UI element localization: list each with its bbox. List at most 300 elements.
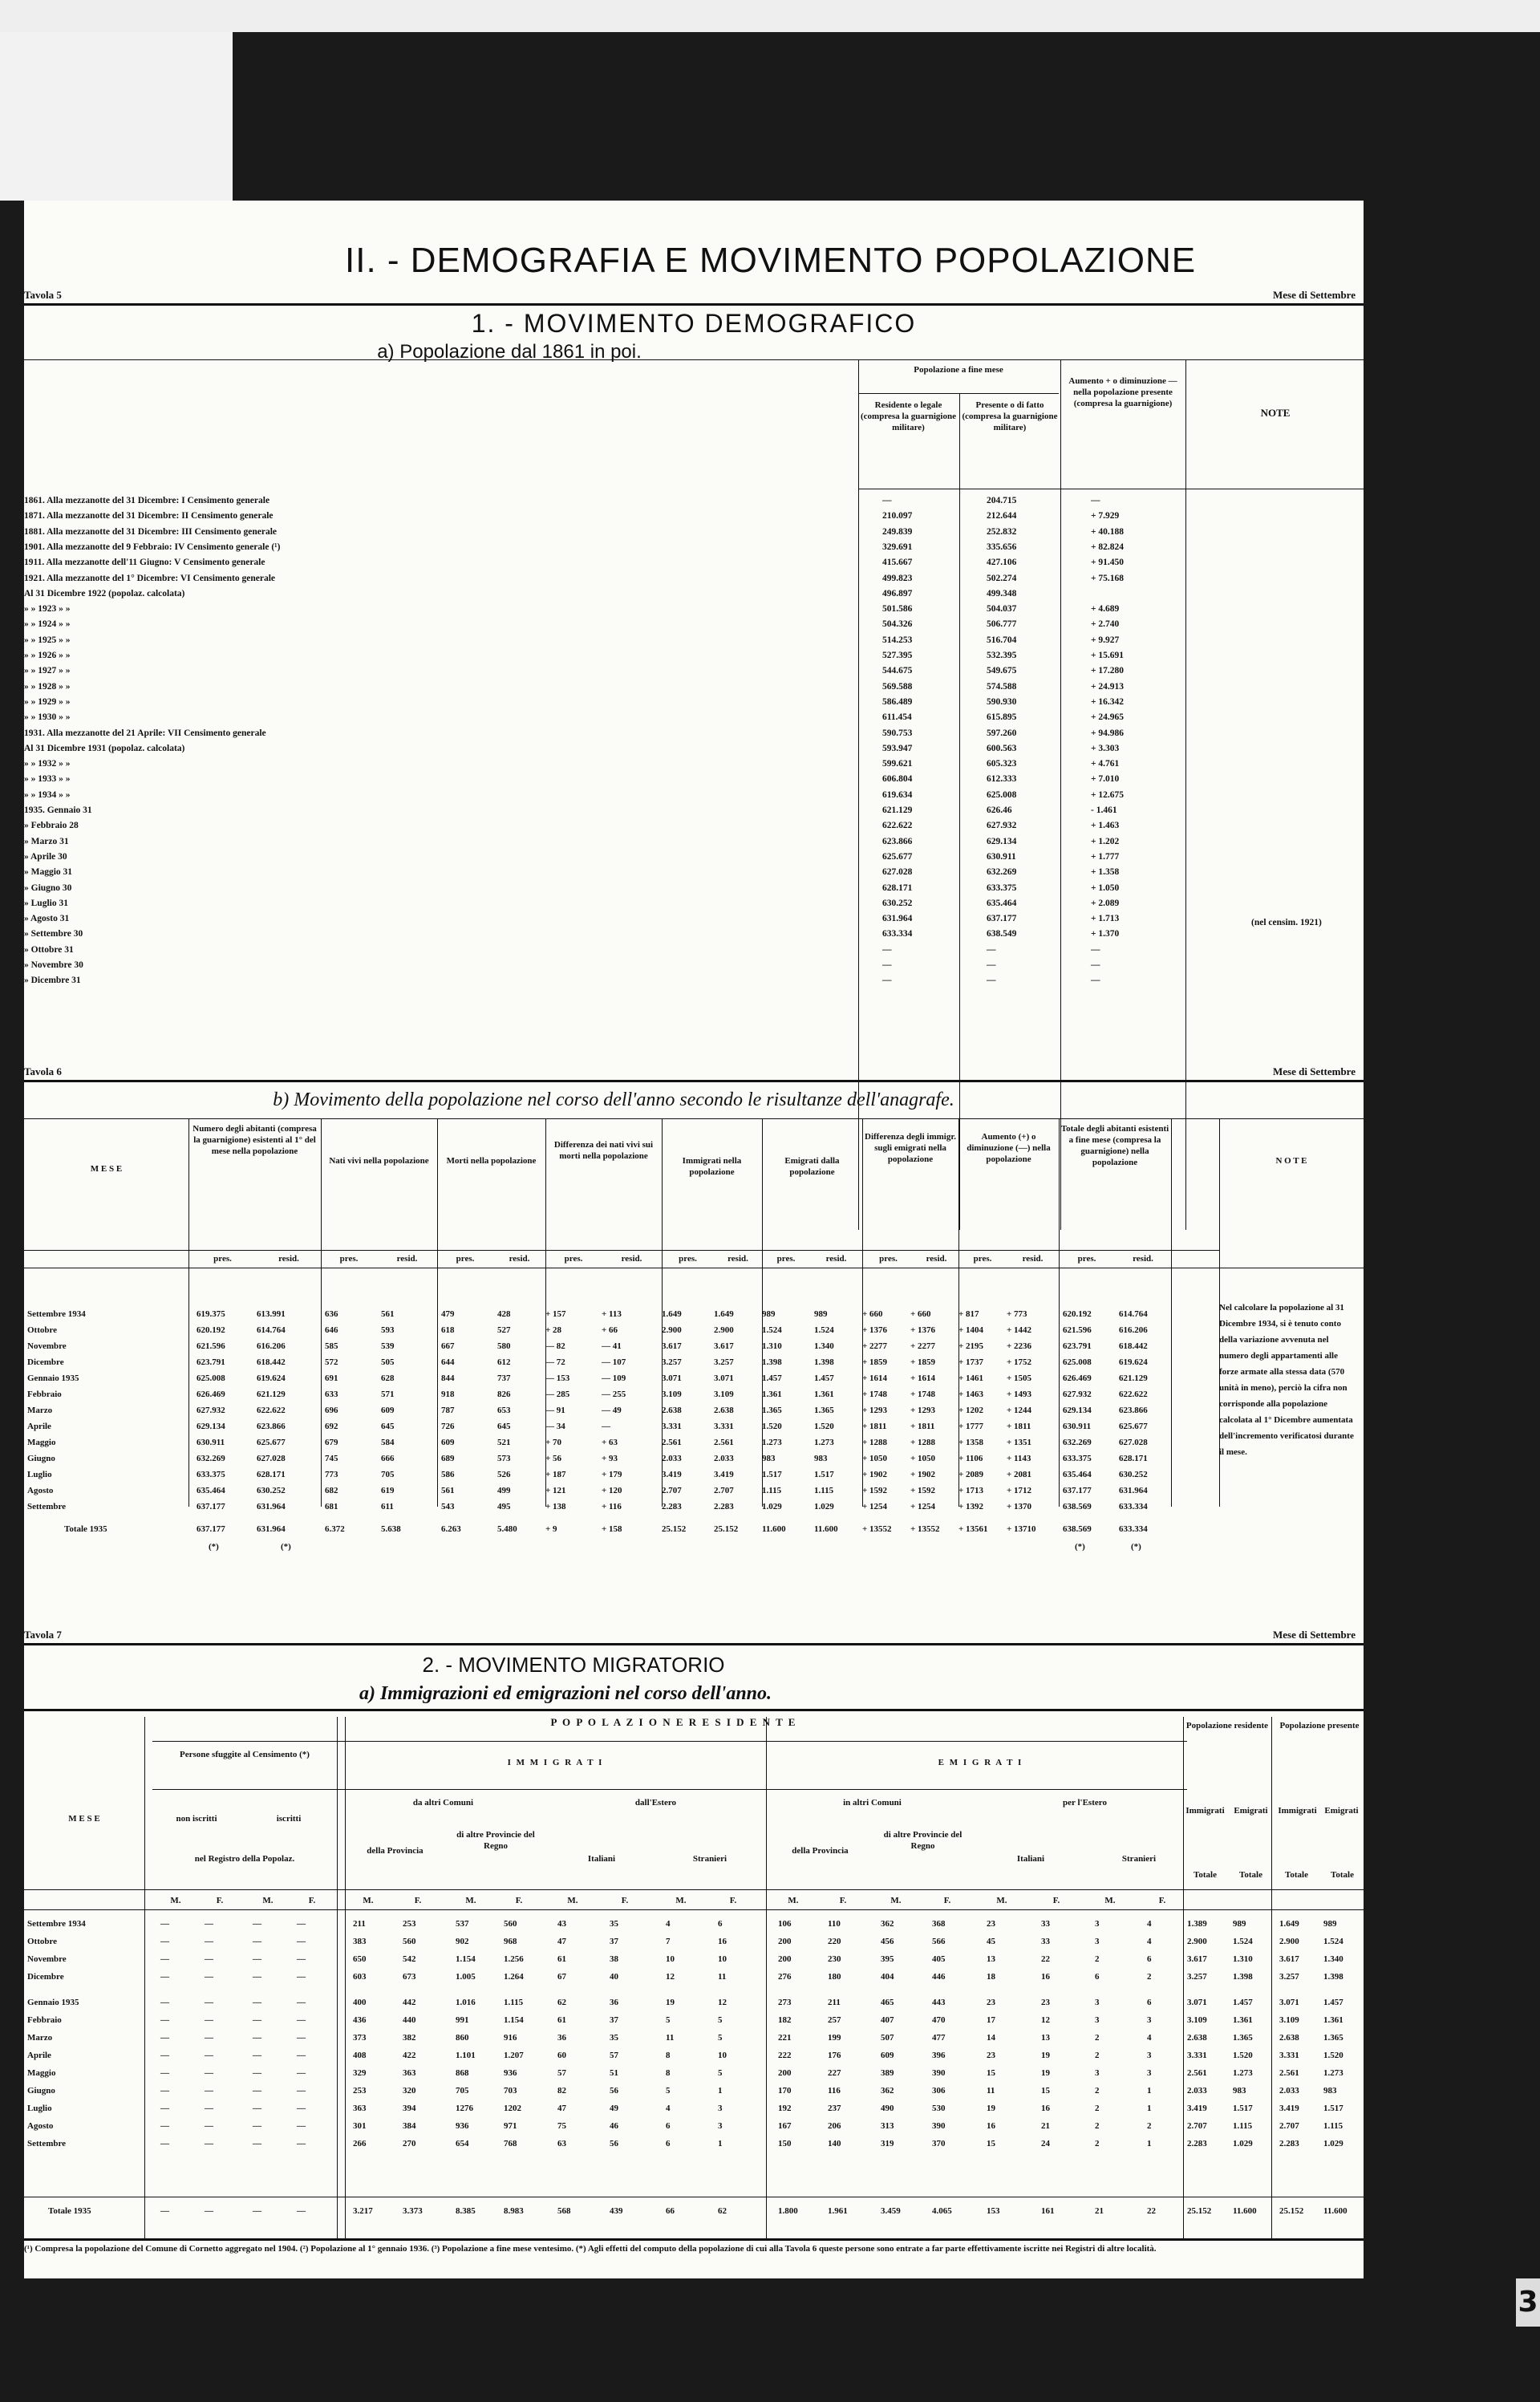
cell-presente: 212.644 bbox=[987, 511, 1017, 521]
cell-aumento: + 4.761 bbox=[1091, 759, 1120, 769]
cell-value: 329 bbox=[353, 2068, 367, 2078]
table-row bbox=[24, 682, 1364, 696]
subheader-m: M. bbox=[1104, 1896, 1116, 1905]
header-stranieri: Stranieri bbox=[692, 1854, 727, 1864]
cell-value: 395 bbox=[881, 1954, 894, 1964]
cell-mese: Maggio bbox=[27, 2068, 56, 2078]
table-row bbox=[24, 635, 1364, 650]
table-row bbox=[24, 945, 1364, 960]
cell-value: 206 bbox=[828, 2121, 841, 2131]
cell-value: — bbox=[297, 2104, 306, 2113]
cell-value: 24 bbox=[1041, 2139, 1050, 2148]
cell-value: 1.524 bbox=[814, 1325, 834, 1335]
total-note: (*) bbox=[281, 1542, 291, 1552]
cell-value: 3.109 bbox=[662, 1390, 682, 1399]
cell-value: 2.707 bbox=[1187, 2121, 1207, 2131]
cell-presente: 499.348 bbox=[987, 588, 1017, 598]
cell-value: + 13561 bbox=[958, 1524, 988, 1534]
cell-value: 696 bbox=[325, 1406, 338, 1415]
cell-value: — bbox=[253, 2104, 261, 2113]
cell-value: 629.134 bbox=[197, 1422, 225, 1431]
cell-value: 47 bbox=[557, 2104, 566, 2113]
cell-value: 37 bbox=[610, 1937, 618, 1946]
cell-presente: 549.675 bbox=[987, 666, 1017, 676]
cell-value: 609 bbox=[381, 1406, 395, 1415]
cell-value: 526 bbox=[497, 1470, 511, 1479]
cell-mese: Settembre 1934 bbox=[27, 1919, 86, 1929]
cell-value: 3.109 bbox=[1279, 2015, 1299, 2025]
subheader-m: M. bbox=[363, 1896, 374, 1905]
cell-value: 3.617 bbox=[714, 1341, 734, 1351]
cell-value: 3.419 bbox=[1279, 2104, 1299, 2113]
cell-mese: Marzo bbox=[27, 1406, 53, 1415]
cell-presente: 627.932 bbox=[987, 821, 1017, 831]
cell-value: 1.457 bbox=[762, 1373, 782, 1383]
cell-aumento: + 94.986 bbox=[1091, 728, 1125, 738]
cell-value: 389 bbox=[881, 2068, 894, 2078]
tav6-heading: b) Movimento della popolazione nel corso dell'anno secondo le risultanze dell'anagrafe. bbox=[273, 1089, 954, 1110]
table-row bbox=[24, 1438, 1219, 1454]
cell-value: 1.154 bbox=[504, 2015, 524, 2025]
cell-value: 625.008 bbox=[197, 1373, 225, 1383]
cell-value: + 1376 bbox=[862, 1325, 888, 1335]
cell-value: + 1592 bbox=[862, 1486, 888, 1495]
cell-value: — bbox=[160, 1919, 169, 1929]
cell-value: 3 bbox=[718, 2104, 723, 2113]
row-label: » » 1927 » » bbox=[24, 666, 71, 676]
row-label: Al 31 Dicembre 1931 (popolaz. calcolata) bbox=[24, 743, 185, 753]
cell-value: — bbox=[297, 1972, 306, 1982]
cell-aumento: + 3.303 bbox=[1091, 743, 1120, 753]
cell-value: + 1592 bbox=[910, 1486, 936, 1495]
cell-value: — bbox=[297, 2051, 306, 2060]
cell-value: 200 bbox=[778, 1954, 792, 1964]
cell-value: 4 bbox=[666, 1919, 671, 1929]
cell-value: 110 bbox=[828, 1919, 841, 1929]
row-label: » » 1926 » » bbox=[24, 651, 71, 660]
rule bbox=[24, 1889, 1364, 1890]
cell-value: 560 bbox=[403, 1937, 416, 1946]
cell-value: 394 bbox=[403, 2104, 416, 2113]
header-diffm: Differenza degli immigr. sugli emigrati nella popolazione bbox=[865, 1132, 956, 1164]
note-census-1921: (nel censim. 1921) bbox=[1251, 918, 1322, 927]
cell-value: 1.310 bbox=[762, 1341, 782, 1351]
cell-residente: 627.028 bbox=[882, 867, 913, 878]
cell-residente: 631.964 bbox=[882, 914, 913, 924]
cell-value: + 157 bbox=[545, 1309, 566, 1319]
cell-value: 266 bbox=[353, 2139, 367, 2148]
cell-aumento: + 24.965 bbox=[1091, 712, 1125, 723]
cell-value: 40 bbox=[610, 1972, 618, 1982]
cell-value: 1.115 bbox=[814, 1486, 834, 1495]
total-note: (*) bbox=[209, 1542, 219, 1552]
subheader-resid: resid. bbox=[727, 1254, 748, 1264]
cell-value: 1.029 bbox=[1323, 2139, 1343, 2148]
cell-value: 627.028 bbox=[257, 1454, 286, 1463]
cell-value: 936 bbox=[456, 2121, 469, 2131]
cell-value: 170 bbox=[778, 2086, 792, 2096]
cell-value: 527 bbox=[497, 1325, 511, 1335]
table-row bbox=[24, 1357, 1219, 1373]
cell-value: 638.569 bbox=[1063, 1524, 1092, 1534]
cell-value: 3.257 bbox=[1187, 1972, 1207, 1982]
cell-value: 8.983 bbox=[504, 2206, 524, 2216]
cell-value: 1276 bbox=[456, 2104, 473, 2113]
cell-value: 679 bbox=[325, 1438, 338, 1447]
cell-value: 6 bbox=[666, 2139, 671, 2148]
cell-value: — bbox=[160, 2139, 169, 2148]
cell-mese: Gennaio 1935 bbox=[27, 1373, 79, 1383]
cell-value: 1.517 bbox=[814, 1470, 834, 1479]
cell-value: — bbox=[160, 1972, 169, 1982]
cell-value: 612 bbox=[497, 1357, 511, 1367]
cell-value: 67 bbox=[557, 1972, 566, 1982]
header-sfugg: Persone sfuggite al Censimento (*) bbox=[180, 1750, 310, 1759]
cell-value: 619 bbox=[381, 1486, 395, 1495]
cell-value: 633 bbox=[325, 1390, 338, 1399]
cell-value: 36 bbox=[557, 2033, 566, 2043]
cell-value: 1.361 bbox=[1323, 2015, 1343, 2025]
cell-value: 1.115 bbox=[1233, 2121, 1253, 2131]
table-row bbox=[24, 744, 1364, 758]
row-label: » » 1928 » » bbox=[24, 681, 71, 692]
cell-value: + 1463 bbox=[958, 1390, 984, 1399]
cell-residente: 544.675 bbox=[882, 666, 913, 676]
cell-value: — bbox=[253, 1954, 261, 1964]
header-morti: Morti nella popolazione bbox=[446, 1156, 537, 1166]
page-edge bbox=[1364, 241, 1380, 2278]
cell-residente: 606.804 bbox=[882, 774, 913, 785]
cell-value: — bbox=[160, 2051, 169, 2060]
header-tot3: Totale bbox=[1285, 1870, 1308, 1880]
header-reg: nel Registro della Popolaz. bbox=[194, 1854, 295, 1864]
cell-value: 35 bbox=[610, 1919, 618, 1929]
cell-value: 2.638 bbox=[714, 1406, 734, 1415]
cell-value: 1.016 bbox=[456, 1998, 476, 2007]
cell-value: — bbox=[253, 2033, 261, 2043]
total-note: (*) bbox=[1131, 1542, 1141, 1552]
cell-value: 227 bbox=[828, 2068, 841, 2078]
cell-value: 1 bbox=[1147, 2139, 1152, 2148]
cell-value: 51 bbox=[610, 2068, 618, 2078]
cell-value: 1.273 bbox=[1233, 2068, 1253, 2078]
cell-presente: 626.46 bbox=[987, 805, 1012, 815]
cell-value: 446 bbox=[932, 1972, 946, 1982]
header-emi: E M I G R A T I bbox=[938, 1758, 1023, 1767]
cell-value: 621.596 bbox=[197, 1341, 225, 1351]
cell-value: 630.911 bbox=[197, 1438, 225, 1447]
cell-aumento: + 82.824 bbox=[1091, 542, 1125, 552]
cell-value: 3.071 bbox=[714, 1373, 734, 1383]
cell-value: 373 bbox=[353, 2033, 367, 2043]
cell-value: 182 bbox=[778, 2015, 792, 2025]
cell-value: 568 bbox=[557, 2206, 571, 2216]
cell-value: 1.340 bbox=[1323, 1954, 1343, 1964]
row-label: » Luglio 31 bbox=[24, 898, 68, 908]
cell-value: 12 bbox=[718, 1998, 727, 2007]
cell-aumento: + 16.342 bbox=[1091, 696, 1125, 707]
cell-value: 631.964 bbox=[257, 1524, 286, 1534]
cell-value: + 1752 bbox=[1007, 1357, 1032, 1367]
cell-value: 5 bbox=[666, 2086, 671, 2096]
row-label: Al 31 Dicembre 1922 (popolaz. calcolata) bbox=[24, 588, 185, 598]
table-row bbox=[24, 651, 1364, 665]
cell-residente: — bbox=[882, 976, 892, 986]
cell-value: 542 bbox=[403, 1954, 416, 1964]
cell-value: 561 bbox=[381, 1309, 395, 1319]
tav7-subheading: a) Immigrazioni ed emigrazioni nel corso dell'anno. bbox=[359, 1683, 772, 1704]
cell-aumento: + 7.010 bbox=[1091, 774, 1120, 785]
cell-value: 989 bbox=[1323, 1919, 1337, 1929]
cell-value: + 1811 bbox=[862, 1422, 887, 1431]
cell-presente: 637.177 bbox=[987, 914, 1017, 924]
cell-value: 2 bbox=[1095, 2139, 1100, 2148]
cell-value: 47 bbox=[557, 1937, 566, 1946]
table-row bbox=[24, 929, 1364, 943]
cell-value: + 1351 bbox=[1007, 1438, 1032, 1447]
cell-value: 45 bbox=[987, 1937, 995, 1946]
cell-residente: 593.947 bbox=[882, 743, 913, 753]
cell-value: 5 bbox=[718, 2033, 723, 2043]
cell-value: + 138 bbox=[545, 1502, 566, 1511]
cell-value: 12 bbox=[1041, 2015, 1050, 2025]
subheader-pres: pres. bbox=[679, 1254, 697, 1264]
subheader-m: M. bbox=[567, 1896, 578, 1905]
cell-mese: Totale 1935 bbox=[64, 1524, 107, 1534]
cell-aumento: + 4.689 bbox=[1091, 604, 1120, 615]
cell-value: 971 bbox=[504, 2121, 517, 2131]
cell-value: 626.469 bbox=[197, 1390, 225, 1399]
row-label: » Ottobre 31 bbox=[24, 944, 74, 955]
cell-value: 2 bbox=[1095, 2086, 1100, 2096]
cell-value: 625.008 bbox=[1063, 1357, 1092, 1367]
table-row bbox=[24, 2104, 1364, 2121]
cell-value: 1.273 bbox=[814, 1438, 834, 1447]
cell-value: — bbox=[160, 2086, 169, 2096]
cell-value: + 1713 bbox=[958, 1486, 984, 1495]
cell-value: 619.624 bbox=[257, 1373, 286, 1383]
cell-value: 991 bbox=[456, 2015, 469, 2025]
cell-aumento: + 2.089 bbox=[1091, 898, 1120, 908]
cell-mese: Agosto bbox=[27, 1486, 54, 1495]
cell-value: 1.361 bbox=[762, 1390, 782, 1399]
cell-value: — 285 bbox=[545, 1390, 570, 1399]
cell-value: 3.617 bbox=[662, 1341, 682, 1351]
cell-value: 631.964 bbox=[1119, 1486, 1148, 1495]
cell-value: 167 bbox=[778, 2121, 792, 2131]
cell-value: 25.152 bbox=[1187, 2206, 1212, 2216]
row-label: » Settembre 30 bbox=[24, 929, 83, 939]
cell-value: 3.617 bbox=[1279, 1954, 1299, 1964]
cell-value: 623.791 bbox=[1063, 1341, 1092, 1351]
cell-value: 253 bbox=[403, 1919, 416, 1929]
cell-value: 787 bbox=[441, 1406, 455, 1415]
cell-value: 470 bbox=[932, 2015, 946, 2025]
cell-residente: 621.129 bbox=[882, 805, 913, 815]
cell-residente: 623.866 bbox=[882, 836, 913, 846]
table-row bbox=[24, 511, 1364, 525]
row-label: 1935. Gennaio 31 bbox=[24, 805, 92, 815]
cell-presente: — bbox=[987, 976, 996, 986]
cell-value: — bbox=[160, 1998, 169, 2007]
subheader-f: F. bbox=[1052, 1896, 1060, 1905]
cell-value: — bbox=[297, 2086, 306, 2096]
cell-value: 220 bbox=[828, 1937, 841, 1946]
cell-presente: 630.911 bbox=[987, 851, 1016, 862]
cell-mese: Gennaio 1935 bbox=[27, 1998, 79, 2007]
cell-value: + 1748 bbox=[910, 1390, 936, 1399]
cell-residente: 569.588 bbox=[882, 681, 913, 692]
cell-value: 1.649 bbox=[662, 1309, 682, 1319]
cell-value: 383 bbox=[353, 1937, 367, 1946]
cell-value: 11.600 bbox=[1323, 2206, 1348, 2216]
cell-value: 611 bbox=[381, 1502, 394, 1511]
header-tot4: Totale bbox=[1331, 1870, 1354, 1880]
cell-value: 637.177 bbox=[197, 1524, 225, 1534]
cell-value: 682 bbox=[325, 1486, 338, 1495]
cell-value: 200 bbox=[778, 2068, 792, 2078]
cell-value: + 2236 bbox=[1007, 1341, 1032, 1351]
cell-presente: 625.008 bbox=[987, 789, 1017, 800]
cell-value: + 1748 bbox=[862, 1390, 888, 1399]
cell-value: 15 bbox=[987, 2139, 995, 2148]
cell-value: + 1254 bbox=[862, 1502, 888, 1511]
cell-value: 916 bbox=[504, 2033, 517, 2043]
cell-value: 1.115 bbox=[1323, 2121, 1343, 2131]
cell-aumento: + 24.913 bbox=[1091, 681, 1125, 692]
cell-value: 625.677 bbox=[1119, 1422, 1148, 1431]
cell-aumento: + 75.168 bbox=[1091, 573, 1125, 583]
cell-value: 654 bbox=[456, 2139, 469, 2148]
cell-presente: 633.375 bbox=[987, 882, 1017, 893]
header-imm: Immigrati nella popolazione bbox=[682, 1156, 742, 1177]
cell-value: 237 bbox=[828, 2104, 841, 2113]
header-mese: M E S E bbox=[90, 1164, 123, 1174]
cell-value: 1.457 bbox=[1323, 1998, 1343, 2007]
cell-value: 633.375 bbox=[197, 1470, 225, 1479]
cell-value: 3.071 bbox=[662, 1373, 682, 1383]
cell-value: 868 bbox=[456, 2068, 469, 2078]
row-label: 1921. Alla mezzanotte del 1° Dicembre: VI Censimento generale bbox=[24, 573, 276, 583]
cell-residente: 622.622 bbox=[882, 821, 913, 831]
cell-residente: 210.097 bbox=[882, 511, 913, 521]
cell-value: — bbox=[160, 2015, 169, 2025]
cell-value: 983 bbox=[814, 1454, 828, 1463]
cell-value: + 1859 bbox=[862, 1357, 888, 1367]
cell-value: 390 bbox=[932, 2121, 946, 2131]
cell-mese: Totale 1935 bbox=[48, 2206, 91, 2216]
table-row bbox=[24, 867, 1364, 882]
cell-value: 61 bbox=[557, 2015, 566, 2025]
cell-value: — bbox=[253, 2139, 261, 2148]
cell-value: 362 bbox=[881, 2086, 894, 2096]
cell-value: + 1202 bbox=[958, 1406, 984, 1415]
cell-value: 306 bbox=[932, 2086, 946, 2096]
cell-value: + 1288 bbox=[862, 1438, 888, 1447]
cell-value: 35 bbox=[610, 2033, 618, 2043]
cell-value: 400 bbox=[353, 1998, 367, 2007]
cell-value: 11.600 bbox=[1233, 2206, 1257, 2216]
cell-value: 3.217 bbox=[353, 2206, 373, 2216]
cell-value: 826 bbox=[497, 1390, 511, 1399]
cell-value: 16 bbox=[987, 2121, 995, 2131]
table-row bbox=[24, 1422, 1219, 1438]
cell-value: 5 bbox=[666, 2015, 671, 2025]
cell-value: 618.442 bbox=[1119, 1341, 1148, 1351]
cell-value: 253 bbox=[353, 2086, 367, 2096]
cell-mese: Novembre bbox=[27, 1954, 67, 1964]
table-row bbox=[24, 837, 1364, 851]
table-row bbox=[24, 1998, 1364, 2015]
row-label: » » 1933 » » bbox=[24, 774, 71, 785]
cell-value: 33 bbox=[1041, 1937, 1050, 1946]
cell-value: 62 bbox=[718, 2206, 727, 2216]
table-row bbox=[24, 619, 1364, 634]
cell-value: 477 bbox=[932, 2033, 946, 2043]
total-note: (*) bbox=[1075, 1542, 1085, 1552]
cell-value: — bbox=[205, 2139, 213, 2148]
cell-value: 3.331 bbox=[1187, 2051, 1207, 2060]
table-row bbox=[24, 1454, 1219, 1470]
cell-mese: Agosto bbox=[27, 2121, 54, 2131]
cell-aumento: + 1.050 bbox=[1091, 882, 1120, 893]
cell-value: 140 bbox=[828, 2139, 841, 2148]
cell-value: — bbox=[253, 2051, 261, 2060]
cell-presente: 600.563 bbox=[987, 743, 1017, 753]
cell-residente: 633.334 bbox=[882, 929, 913, 939]
subheader-m: M. bbox=[465, 1896, 476, 1905]
row-label: » » 1929 » » bbox=[24, 696, 71, 707]
cell-value: 18 bbox=[987, 1972, 995, 1982]
cell-value: — 109 bbox=[602, 1373, 626, 1383]
cell-value: 983 bbox=[1233, 2086, 1246, 2096]
table-row bbox=[24, 558, 1364, 572]
cell-residente: — bbox=[882, 944, 892, 955]
cell-presente: 605.323 bbox=[987, 759, 1017, 769]
cell-residente: 504.326 bbox=[882, 619, 913, 630]
cell-value: — bbox=[297, 2121, 306, 2131]
table-row bbox=[24, 2015, 1364, 2033]
cell-value: 629.134 bbox=[1063, 1406, 1092, 1415]
cell-value: 370 bbox=[932, 2139, 946, 2148]
cell-value: + 179 bbox=[602, 1470, 622, 1479]
cell-value: 627.932 bbox=[1063, 1390, 1092, 1399]
cell-value: + 2277 bbox=[910, 1341, 936, 1351]
cell-value: 200 bbox=[778, 1937, 792, 1946]
cell-value: 3.109 bbox=[1187, 2015, 1207, 2025]
cell-value: 745 bbox=[325, 1454, 338, 1463]
cell-aumento: + 1.370 bbox=[1091, 929, 1120, 939]
table-row bbox=[24, 2033, 1364, 2051]
cell-value: 645 bbox=[497, 1422, 511, 1431]
table-row bbox=[24, 666, 1364, 680]
cell-value: — bbox=[297, 2068, 306, 2078]
cell-value: 630.911 bbox=[1063, 1422, 1092, 1431]
cell-value: 3.071 bbox=[1279, 1998, 1299, 2007]
cell-presente: 516.704 bbox=[987, 635, 1017, 645]
cell-presente: 597.260 bbox=[987, 728, 1017, 738]
cell-value: 1.115 bbox=[762, 1486, 782, 1495]
cell-value: 645 bbox=[381, 1422, 395, 1431]
cell-value: 1.154 bbox=[456, 1954, 476, 1964]
cell-mese: Aprile bbox=[27, 1422, 51, 1431]
cell-value: 584 bbox=[381, 1438, 395, 1447]
cell-value: 616.206 bbox=[1119, 1325, 1148, 1335]
cell-value: 46 bbox=[610, 2121, 618, 2131]
cell-value: 1.398 bbox=[1233, 1972, 1253, 1982]
document-page bbox=[24, 201, 1364, 2278]
table-row bbox=[24, 604, 1364, 619]
